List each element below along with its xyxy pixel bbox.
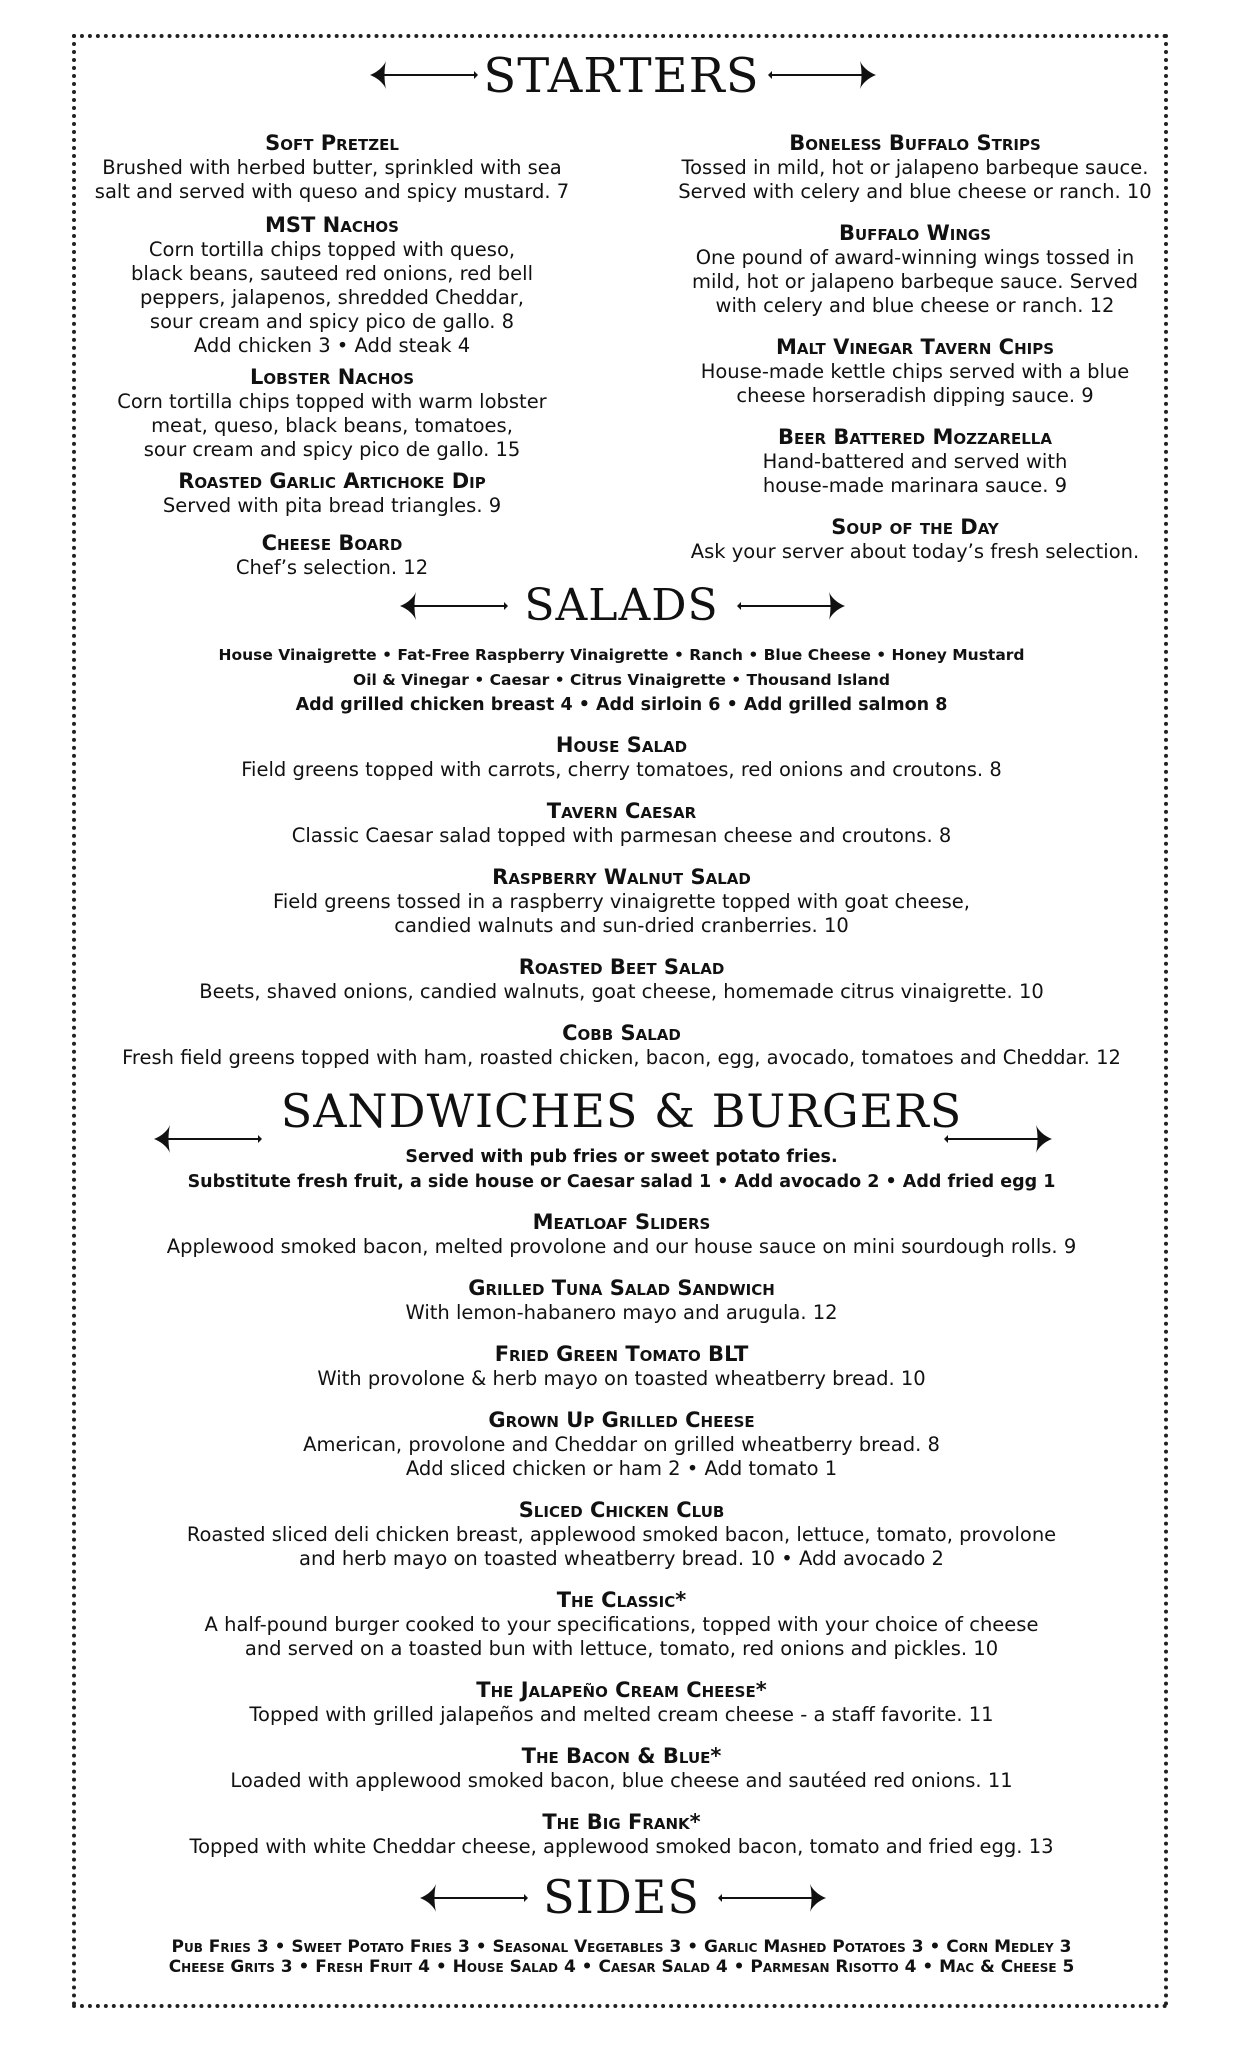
sides-line: Pub Fries 3 • Sweet Potato Fries 3 • Seasonal Vegetables 3 • Garlic Mashed Potatoes 3 • Corn Medley 3 bbox=[171, 1937, 1072, 1957]
item-desc: Field greens tossed in a raspberry vinaigrette topped with goat cheese, bbox=[273, 890, 970, 913]
item-name: Grilled Tuna Salad Sandwich bbox=[468, 1276, 775, 1300]
item-desc: Tossed in mild, hot or jalapeno barbeque sauce. bbox=[681, 156, 1149, 179]
menu-item bbox=[655, 424, 1175, 498]
item-desc: Hand-battered and served with bbox=[762, 450, 1068, 473]
item-desc: Add chicken 3 • Add steak 4 bbox=[193, 334, 471, 357]
item-desc: Loaded with applewood smoked bacon, blue cheese and sautéed red onions. 11 bbox=[230, 1769, 1013, 1792]
menu-item bbox=[655, 130, 1175, 204]
sandwiches-heading: SANDWICHES & BURGERS bbox=[280, 1084, 963, 1138]
menu-item bbox=[80, 1677, 1163, 1727]
sandwiches-section bbox=[80, 1145, 1163, 1859]
item-desc: cheese horseradish dipping sauce. 9 bbox=[736, 384, 1094, 407]
item-desc: With provolone & herb mayo on toasted wheatberry bread. 10 bbox=[317, 1367, 926, 1390]
menu-item bbox=[82, 212, 582, 358]
item-desc: With lemon-habanero mayo and arugula. 12 bbox=[405, 1301, 838, 1324]
dressing-list: House Vinaigrette • Fat-Free Raspberry Vinaigrette • Ranch • Blue Cheese • Honey Mustard bbox=[218, 646, 1025, 664]
item-name: Malt Vinegar Tavern Chips bbox=[775, 335, 1055, 359]
item-name: Soft Pretzel bbox=[265, 131, 399, 155]
item-name: Cobb Salad bbox=[562, 1021, 681, 1045]
item-name: Fried Green Tomato BLT bbox=[494, 1342, 749, 1366]
menu-item bbox=[80, 1209, 1163, 1259]
item-name: Soup of the Day bbox=[831, 515, 999, 539]
item-desc: Field greens topped with carrots, cherry tomatoes, red onions and croutons. 8 bbox=[241, 758, 1002, 781]
item-name: Buffalo Wings bbox=[838, 221, 992, 245]
item-desc: Add sliced chicken or ham 2 • Add tomato 1 bbox=[405, 1457, 838, 1480]
menu-item bbox=[80, 1497, 1163, 1571]
menu-item bbox=[82, 130, 582, 204]
item-desc: Brushed with herbed butter, sprinkled with sea bbox=[102, 156, 562, 179]
item-name: The Jalapeño Cream Cheese* bbox=[476, 1678, 767, 1702]
sides-line: Cheese Grits 3 • Fresh Fruit 4 • House Salad 4 • Caesar Salad 4 • Parmesan Risotto 4 • Mac & Cheese 5 bbox=[168, 1957, 1075, 1977]
item-desc: salt and served with queso and spicy mustard. 7 bbox=[94, 180, 570, 203]
item-desc: sour cream and spicy pico de gallo. 15 bbox=[143, 438, 521, 461]
item-desc: candied walnuts and sun-dried cranberries. 10 bbox=[394, 914, 849, 937]
menu-item bbox=[80, 798, 1163, 848]
menu-item bbox=[80, 1407, 1163, 1481]
menu-item bbox=[80, 732, 1163, 782]
item-desc: peppers, jalapenos, shredded Cheddar, bbox=[140, 286, 524, 309]
menu-item bbox=[655, 334, 1175, 408]
menu-item bbox=[80, 954, 1163, 1004]
item-name: Tavern Caesar bbox=[546, 799, 697, 823]
menu-item bbox=[80, 1587, 1163, 1661]
starters-right-column bbox=[655, 130, 1175, 564]
item-name: MST Nachos bbox=[265, 213, 399, 237]
menu-item bbox=[655, 220, 1175, 318]
item-name: Boneless Buffalo Strips bbox=[789, 131, 1041, 155]
item-desc: Corn tortilla chips topped with warm lobster bbox=[117, 390, 547, 413]
item-name: Lobster Nachos bbox=[249, 365, 414, 389]
item-name: Roasted Garlic Artichoke Dip bbox=[178, 469, 486, 493]
item-desc: One pound of award-winning wings tossed in bbox=[695, 246, 1135, 269]
item-desc: and served on a toasted bun with lettuce, tomato, red onions and pickles. 10 bbox=[244, 1637, 999, 1660]
menu-item bbox=[82, 364, 582, 462]
dressing-list: Oil & Vinegar • Caesar • Citrus Vinaigrette • Thousand Island bbox=[353, 671, 890, 689]
menu-item bbox=[80, 1743, 1163, 1793]
item-desc: with celery and blue cheese or ranch. 12 bbox=[715, 294, 1115, 317]
sandwich-note: Served with pub fries or sweet potato fries. bbox=[405, 1147, 838, 1167]
item-desc: Beets, shaved onions, candied walnuts, goat cheese, homemade citrus vinaigrette. 10 bbox=[199, 980, 1044, 1003]
item-name: House Salad bbox=[555, 733, 688, 757]
menu-item bbox=[82, 468, 582, 518]
sides-heading: SIDES bbox=[543, 1870, 700, 1924]
sandwich-note: Substitute fresh fruit, a side house or Caesar salad 1 • Add avocado 2 • Add fried egg 1 bbox=[187, 1172, 1056, 1192]
item-name: The Bacon & Blue* bbox=[521, 1744, 722, 1768]
item-name: Cheese Board bbox=[261, 531, 403, 555]
item-desc: A half-pound burger cooked to your specifications, topped with your choice of cheese bbox=[204, 1613, 1039, 1636]
menu-item bbox=[80, 1020, 1163, 1070]
starters-left-column bbox=[82, 130, 582, 580]
item-name: Grown Up Grilled Cheese bbox=[488, 1408, 755, 1432]
item-desc: Classic Caesar salad topped with parmesan cheese and croutons. 8 bbox=[291, 824, 952, 847]
item-desc: Served with celery and blue cheese or ranch. 10 bbox=[678, 180, 1152, 203]
item-desc: house-made marinara sauce. 9 bbox=[762, 474, 1068, 497]
salad-addons: Add grilled chicken breast 4 • Add sirloin 6 • Add grilled salmon 8 bbox=[295, 695, 948, 715]
item-name: Beer Battered Mozzarella bbox=[778, 425, 1052, 449]
item-desc: Fresh field greens topped with ham, roasted chicken, bacon, egg, avocado, tomatoes and Cheddar. 12 bbox=[122, 1046, 1121, 1069]
item-desc: Chef’s selection. 12 bbox=[235, 556, 429, 579]
menu-item bbox=[80, 1275, 1163, 1325]
item-desc: black beans, sauteed red onions, red bell bbox=[131, 262, 533, 285]
item-desc: American, provolone and Cheddar on grilled wheatberry bread. 8 bbox=[303, 1433, 940, 1456]
item-desc: Topped with grilled jalapeños and melted cream cheese - a staff favorite. 11 bbox=[249, 1703, 994, 1726]
item-desc: and herb mayo on toasted wheatberry bread. 10 • Add avocado 2 bbox=[299, 1547, 944, 1570]
starters-heading: STARTERS bbox=[483, 48, 760, 104]
item-name: Raspberry Walnut Salad bbox=[492, 865, 751, 889]
salads-section bbox=[80, 643, 1163, 1070]
item-desc: Applewood smoked bacon, melted provolone and our house sauce on mini sourdough rolls. 9 bbox=[166, 1235, 1077, 1258]
menu-item bbox=[80, 1341, 1163, 1391]
menu-item bbox=[82, 530, 582, 580]
item-name: The Big Frank* bbox=[542, 1810, 701, 1834]
item-name: Meatloaf Sliders bbox=[532, 1210, 711, 1234]
item-desc: Roasted sliced deli chicken breast, applewood smoked bacon, lettuce, tomato, provolone bbox=[186, 1523, 1057, 1546]
item-desc: Corn tortilla chips topped with queso, bbox=[148, 238, 516, 261]
item-desc: Topped with white Cheddar cheese, applewood smoked bacon, tomato and fried egg. 13 bbox=[189, 1835, 1054, 1858]
item-name: Sliced Chicken Club bbox=[518, 1498, 725, 1522]
menu-item bbox=[80, 864, 1163, 938]
item-desc: House-made kettle chips served with a blue bbox=[700, 360, 1130, 383]
item-name: The Classic* bbox=[556, 1588, 687, 1612]
item-desc: Served with pita bread triangles. 9 bbox=[162, 494, 502, 517]
item-desc: Ask your server about today’s fresh selection. bbox=[690, 540, 1140, 563]
item-desc: meat, queso, black beans, tomatoes, bbox=[151, 414, 513, 437]
item-desc: mild, hot or jalapeno barbeque sauce. Served bbox=[691, 270, 1139, 293]
item-name: Roasted Beet Salad bbox=[518, 955, 725, 979]
menu-item bbox=[655, 514, 1175, 564]
item-desc: sour cream and spicy pico de gallo. 8 bbox=[149, 310, 515, 333]
menu-item bbox=[80, 1809, 1163, 1859]
sides-section bbox=[80, 1937, 1163, 1977]
salads-heading: SALADS bbox=[524, 580, 719, 631]
